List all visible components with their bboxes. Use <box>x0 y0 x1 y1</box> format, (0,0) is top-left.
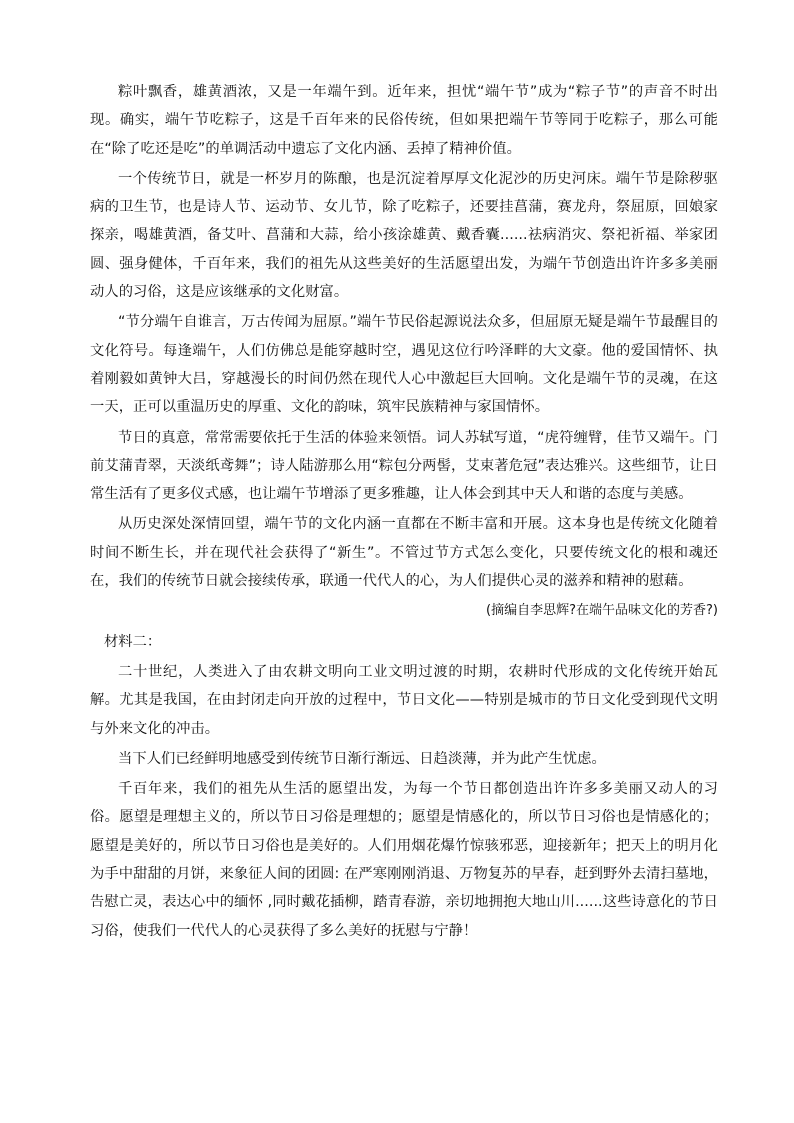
article-paragraph-2: 一个传统节日，就是一杯岁月的陈酿，也是沉淀着厚厚文化泥沙的历史河床。端午节是除秽驱病的卫生节，也是诗人节、运动节、女儿节，除了吃粽子，还要挂菖蒲，赛龙舟，祭屈原，回娘家探亲，喝雄黄酒，备艾叶、菖蒲和大蒜，给小孩涂雄黄、戴香囊......祛病消灾、祭祀祈福、举家团圆、强身健体，千百年来，我们的祖先从这些美好的生活愿望出发，为端午节创造出许许多多美丽动人的习俗，这是应该继承的文化财富。 <box>90 170 718 301</box>
article-paragraph-5: 从历史深处深情回望，端午节的文化内涵一直都在不断丰富和开展。这本身也是传统文化随着时间不断生长，并在现代社会获得了“新生”。不管过节方式怎么变化，只要传统文化的根和魂还在，我们的传统节日就会接续传承，联通一代代人的心，为人们提供心灵的滋养和精神的慰藉。 <box>90 516 718 590</box>
article-paragraph-4: 节日的真意，常常需要依托于生活的体验来领悟。词人苏轼写道，“虎符缠臂，佳节又端午。门前艾蒲青翠，天淡纸鸢舞”；诗人陆游那么用“粽包分两髻，艾束著危冠”表达雅兴。这些细节，让日常生活有了更多仪式感，也让端午节增添了更多雅趣，让人体会到其中天人和谐的态度与美感。 <box>90 429 718 503</box>
material-two-label: 材料二： <box>104 633 162 650</box>
document-page <box>90 78 718 947</box>
article-paragraph-3: “节分端午自谁言，万古传闻为屈原。”端午节民俗起源说法众多，但屈原无疑是端午节最醒目的文化符号。每逢端午，人们仿佛总是能穿越时空，遇见这位行吟泽畔的大文豪。他的爱国情怀、执着刚毅如黄钟大吕，穿越漫长的时间仍然在现代人心中激起巨大回响。文化是端午节的灵魂，在这一天，正可以重温历史的厚重、文化的韵味，筑牢民族精神与家国情怀。 <box>90 314 718 416</box>
article-source-citation: (摘编自李思辉?在端午品味文化的芳香?) <box>486 603 718 619</box>
material-two-paragraph-3: 千百年来，我们的祖先从生活的愿望出发，为每一个节日都创造出许许多多美丽又动人的习俗。愿望是理想主义的，所以节日习俗是理想的；愿望是情感化的，所以节日习俗也是情感化的；愿望是美好的，所以节日习俗也是美好的。人们用烟花爆竹惊骇邪恶，迎接新年；把天上的明月化为手中甜甜的月饼，来象征人间的团圆: 在严寒刚刚消退、万物复苏的早春，赶到野外去清扫墓地，告慰亡灵，表达心中的缅怀 ,同时戴花插柳，踏青春游，亲切地拥抱大地山川......这些诗意化的节日习俗，使我们一代代人的心灵获得了多么美好的抚慰与宁静！ <box>90 781 718 939</box>
material-two-paragraph-1: 二十世纪，人类进入了由农耕文明向工业文明过渡的时期，农耕时代形成的文化传统开始瓦解。尤其是我国，在由封闭走向开放的过程中，节日文化——特别是城市的节日文化受到现代文明与外来文化的冲击。 <box>90 663 718 737</box>
article-paragraph-1: 粽叶飘香，雄黄酒浓，又是一年端午到。近年来，担忧“端午节”成为“粽子节”的声音不时出现。确实，端午节吃粽子，这是千百年来的民俗传统，但如果把端午节等同于吃粽子，那么可能在“除了吃还是吃”的单调活动中遗忘了文化内涵、丢掉了精神价值。 <box>90 84 718 157</box>
material-two-paragraph-2: 当下人们已经鲜明地感受到传统节日渐行渐远、日趋淡薄，并为此产生忧虑。 <box>118 750 606 767</box>
